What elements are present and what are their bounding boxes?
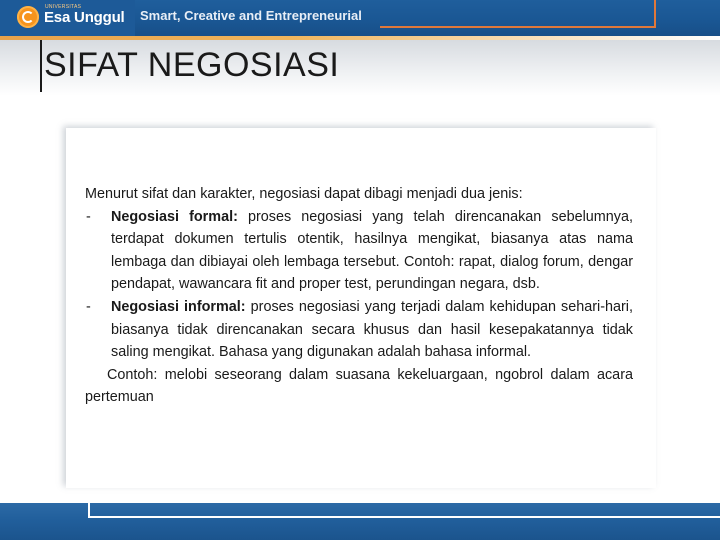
logo-subtext: UNIVERSITAS — [45, 4, 82, 10]
logo-emblem-icon — [17, 6, 39, 28]
description-informal: proses negosiasi yang terjadi dalam kehidupan sehari-hari, biasanya tidak direncanakan secara khusus dan hasil kesepakatannya tidak saling mengikat. Bahasa yang digunakan adalah bahasa informal. — [111, 298, 633, 361]
description-formal: proses negosiasi yang telah direncanakan sebelumnya, terdapat dokumen tertulis otentik, hasilnya mengikat, biasanya atas nama lembaga dan dibiayai oleh lembaga tersebut. Contoh: rapat, dialog forum, dengar pendapat, wawancara fit and proper test, perundingan negara, dsb. — [111, 208, 633, 293]
header-bar — [0, 0, 720, 36]
bullet-dash: - — [86, 298, 91, 315]
page-title: SIFAT NEGOSIASI — [44, 46, 340, 84]
bullet-dash: - — [86, 208, 91, 225]
term-informal: Negosiasi informal: — [111, 298, 246, 315]
content-text — [85, 183, 633, 409]
list-item-informal — [85, 296, 633, 364]
tagline: Smart, Creative and Entrepreneurial — [140, 8, 362, 23]
example-text: Contoh: melobi seseorang dalam suasana kekeluargaan, ngobrol dalam acara pertemuan — [85, 366, 633, 406]
list-item-formal — [85, 206, 633, 296]
logo-text: Esa Unggul — [44, 9, 125, 26]
title-rule — [40, 40, 42, 92]
logo — [0, 0, 135, 36]
footer-frame-decoration — [88, 500, 720, 518]
intro-text: Menurut sifat dan karakter, negosiasi dapat dibagi menjadi dua jenis: — [85, 186, 523, 202]
header-frame-decoration — [380, 0, 656, 28]
term-formal: Negosiasi formal: — [111, 208, 238, 225]
